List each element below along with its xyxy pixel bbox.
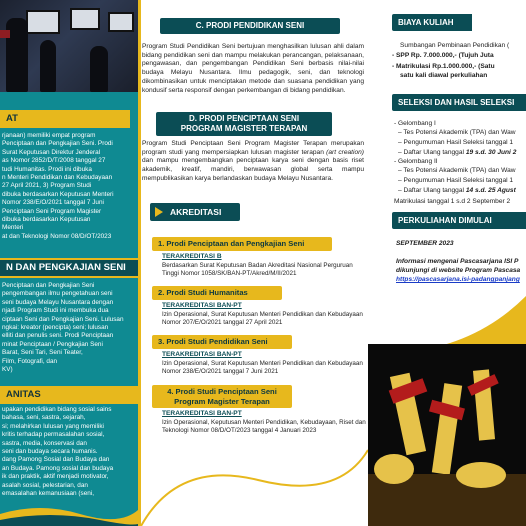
pascasarjana-website-link[interactable]: https://pascasarjana.isi-padangpanjang <box>396 276 520 283</box>
left-panel <box>0 0 138 526</box>
matrikulasi-line: Matrikulasi tanggal 1 s.d 2 September 2 <box>394 198 511 205</box>
biaya-line-2: - SPP Rp. 7.000.000,- (Tujuh Juta <box>392 52 494 59</box>
program-1-status: TERAKREDITASI B <box>162 253 222 260</box>
daftar-ulang-1-label: – Daftar Ulang tanggal <box>398 149 466 156</box>
biaya-line-1: Sumbangan Pembinaan Pendidikan ( <box>400 42 510 49</box>
dance-performance-photo <box>368 344 526 526</box>
daftar-ulang-1-date: 19 s.d. 30 Juni 2 <box>465 149 517 156</box>
penciptaan-body-part-b: dan mampu mengembangkan penciptaan karya seni dengan basis riset akademik, kreatif, mandiri, berwawasan global serta mampu mempublikasikan karya berlandaskan budaya Melayu Nusantara. <box>142 157 364 182</box>
program-3-name: Prodi Studi Pendidikan Seni <box>166 337 268 346</box>
info-line-2-text: dikunjungi di website Program Pascasa <box>396 267 521 274</box>
info-line-3 <box>396 276 520 284</box>
seleksi-heading: SELEKSI DAN HASIL SELEKSI <box>392 94 526 111</box>
program-4-sk: Izin Operasional, Keputusan Menteri Pendidikan, Kebudayaan, Riset dan Teknologi Nomor 08/D/OT/2023 tanggal 4 Januari 2023 <box>162 419 366 435</box>
classroom-photo <box>0 0 138 92</box>
info-line-1 <box>396 258 518 266</box>
daftar-ulang-2-date: 14 s.d. 25 Agust <box>465 187 516 194</box>
heading-line-1: D. PRODI PENCIPTAAN SENI <box>188 114 300 123</box>
gelombang-1-daftar-ulang <box>398 149 516 157</box>
perkuliahan-heading: PERKULIAHAN DIMULAI <box>392 212 526 229</box>
program-4-number: 4. <box>167 387 174 396</box>
program-2-label <box>152 286 282 300</box>
section-humanitas-body: upakan pendidikan bidang sosial sains bahasa, seni, sastra, sejarah, si; melahirkan lulusan yang memiliki kritis terhadap permasalahan sosial, sastra, media, konservasi dan seni dan budaya secara humanis. dang Pamong Sosial dan Budaya dan an Budaya. Pamong sosial dan budaya ik dan praktik, aktif menjadi motivator, asalah sosial, pelestarian, dan emasalahan kemanusiaan (seni, <box>2 406 114 498</box>
penciptaan-body-italic: (art creation) <box>326 148 364 156</box>
bottom-wave-decoration <box>0 500 138 526</box>
program-2-number: 2. <box>158 288 165 297</box>
heading-line-2: PROGRAM MAGISTER TERAPAN <box>180 124 308 133</box>
program-4-name-line2: Program Magister Terapan <box>174 396 270 406</box>
penciptaan-body-part-a: Program Studi Penciptaan Seni Program Magister Terapan merupakan program studi yang mempersiapkan lulusan magister terapan <box>142 140 364 156</box>
program-1-label <box>152 237 332 251</box>
program-3-sk: Izin Operasional, Surat Keputusan Menteri Pendidikan dan Kebudayaan Nomor 238/E/O/2021 tanggal 7 Juni 2021 <box>162 360 363 376</box>
info-line-2 <box>396 267 520 275</box>
right-column <box>368 0 526 526</box>
pendidikan-seni-body: Program Studi Pendidikan Seni bertujuan menghasilkan lulusan ahli dalam bidang pendidikan seni dan mampu melakukan perancangan, pelaksanaan, pengawasan, dan pengembangan Pendidikan Seni berbasis nilai-nilai budaya Melayu Nusantara. Ilmu pedagogik, seni, dan teknologi dikombinasikan untuk menciptakan metode dan suasana pendidikan yang kondusif serta responsif dengan perkembangan di bidang pendidikan. <box>142 43 364 94</box>
program-3-label <box>152 335 292 349</box>
program-3-status: TERAKREDITASI BAN-PT <box>162 351 242 358</box>
program-2-status: TERAKREDITASI BAN-PT <box>162 302 242 309</box>
program-4-label <box>152 385 292 408</box>
gelombang-1: - Gelombang I <box>394 120 436 127</box>
program-3-number: 3. <box>158 337 165 346</box>
gelombang-2-tpa: – Tes Potensi Akademik (TPA) dan Waw <box>398 167 516 174</box>
program-4-status: TERAKREDITASI BAN-PT <box>162 410 242 417</box>
section-about-body: rjanaan) memiliki empat program Penciptaan dan Pengkajian Seni. Prodi Surat Keputusan Direktur Jenderal as Nomor 2852/D/T/2008 tanggal 27 tudi Humanitas. Prodi ini dibuka n Menteri Pendidikan dan Kebudayaan 27 April 2021, 3) Program Studi dibuka berdasarkan Keputusan Menteri Nomor 238/E/O/2021 tanggal 7 Juni Penciptaan Seni Program Magister dibuka berdasarkan Keputusan Menteri at dan Teknologi Nomor 08/D/OT/2023 <box>2 132 114 240</box>
program-4-name: Prodi Studi Penciptaan Seni <box>175 387 277 396</box>
yellow-curve-decoration <box>138 440 368 526</box>
section-heading-about: AT <box>0 110 130 128</box>
section-heading-humanitas: ANITAS <box>0 386 138 404</box>
heading-prodi-pendidikan-seni: C. PRODI PENDIDIKAN SENI <box>160 18 340 34</box>
middle-column <box>138 0 368 526</box>
perkuliahan-date-text: SEPTEMBER 2023 <box>396 240 454 247</box>
section-heading-penciptaan: N DAN PENGKAJIAN SENI <box>0 258 138 278</box>
program-1-name: Prodi Penciptaan dan Pengkajian Seni <box>166 239 305 248</box>
penciptaan-seni-body <box>142 140 364 196</box>
biaya-line-3: - Matrikulasi Rp.1.000.000,- (Satu <box>392 63 495 70</box>
program-4-name-line1 <box>158 387 286 397</box>
akreditasi-heading: AKREDITASI <box>150 203 240 221</box>
program-1-sk: Berdasarkan Surat Keputusan Badan Akreditasi Nasional Perguruan Tinggi Nomor 1058/SK/BAN-PT/Akred/M/II/2021 <box>162 262 353 278</box>
section-penciptaan-body: Penciptaan dan Pengkajian Seni pengembangan ilmu pengetahuan seni seni budaya Melayu Nusantara dengan njadi Program Studi ini membuka dua ciptaan Seni dan Pengkajian Seni. Lulusan ngkai: kreator (pencipta) seni; lulusan elliti dan penulis seni. Prodi Penciptaan minat Penciptaan / Pengkajian Seni Barat, Seni Tari, Seni Teater, Film, Fotografi, dan KV) <box>2 282 124 374</box>
gelombang-2-pengumuman: – Pengumuman Hasil Seleksi tanggal 1 <box>398 177 514 184</box>
program-2-name: Prodi Studi Humanitas <box>166 288 248 297</box>
daftar-ulang-2-label: – Daftar Ulang tanggal <box>398 187 466 194</box>
program-2-sk: Izin Operasional, Surat Keputusan Menteri Pendidikan dan Kebudayaan Nomor 207/E/O/2021 tanggal 27 April 2021 <box>162 311 363 327</box>
info-line-1-text: Informasi mengenai Pascasarjana ISI P <box>396 258 519 265</box>
gelombang-2-daftar-ulang <box>398 187 516 195</box>
biaya-kuliah-heading: BIAYA KULIAH <box>392 14 472 31</box>
heading-prodi-penciptaan-seni <box>156 112 332 136</box>
program-1-number: 1. <box>158 239 165 248</box>
gelombang-1-pengumuman: – Pengumuman Hasil Seleksi tanggal 1 <box>398 139 514 146</box>
biaya-line-4: satu kali diawal perkuliahan <box>400 72 488 79</box>
gelombang-1-tpa: – Tes Potensi Akademik (TPA) dan Waw <box>398 129 516 136</box>
perkuliahan-date <box>396 240 454 248</box>
gelombang-2: - Gelombang II <box>394 158 438 165</box>
